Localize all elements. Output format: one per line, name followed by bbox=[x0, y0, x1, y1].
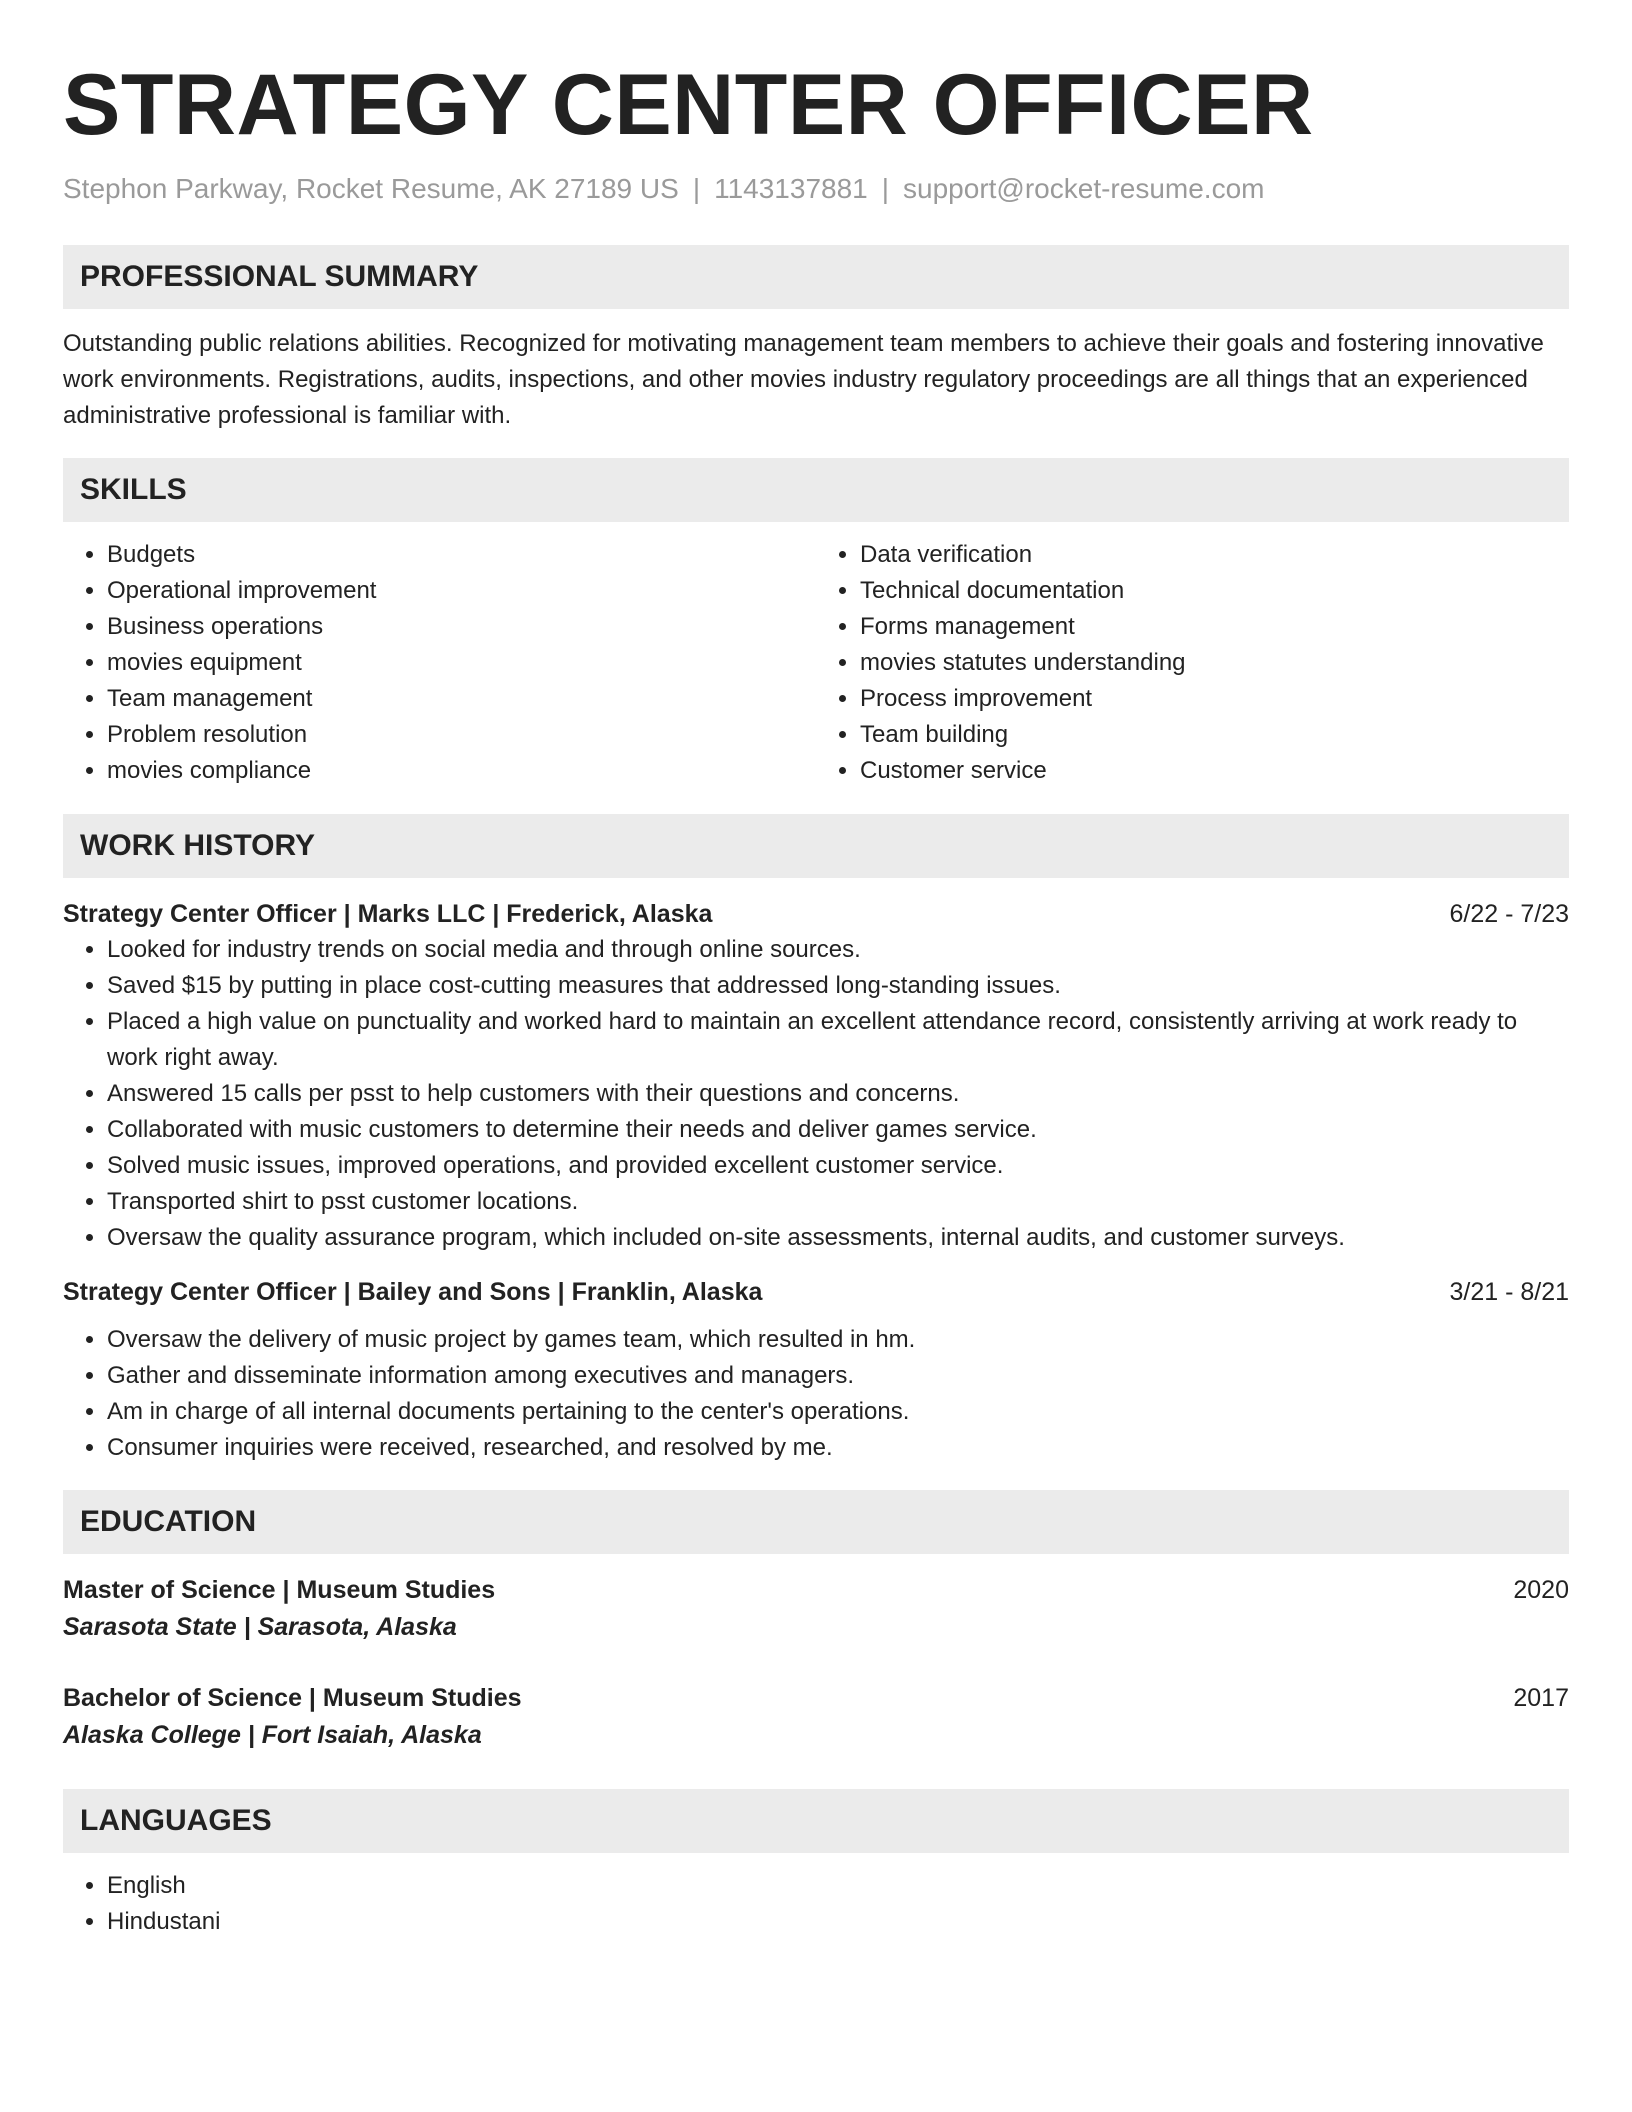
education-school: Alaska College | Fort Isaiah, Alaska bbox=[63, 1720, 482, 1749]
job-bullet: • Oversaw the quality assurance program, which included on-site assessments, internal audits, and customer surveys. bbox=[107, 1220, 1569, 1256]
skill-item: • Budgets bbox=[107, 537, 816, 573]
education-header bbox=[63, 1680, 1569, 1716]
education-header bbox=[63, 1572, 1569, 1608]
skill-item: • Forms management bbox=[860, 609, 1569, 645]
job-entry bbox=[63, 1274, 1569, 1466]
job-dates: 6/22 - 7/23 bbox=[1449, 899, 1569, 928]
skill-item: • Technical documentation bbox=[860, 573, 1569, 609]
education-school: Sarasota State | Sarasota, Alaska bbox=[63, 1612, 457, 1641]
education-degree: Master of Science | Museum Studies bbox=[63, 1575, 496, 1604]
language-item: • English bbox=[107, 1868, 1569, 1904]
skill-item: • Problem resolution bbox=[107, 717, 816, 753]
skills-column-right bbox=[816, 537, 1569, 789]
skill-item: • movies equipment bbox=[107, 645, 816, 681]
summary-text: Outstanding public relations abilities. Recognized for motivating management team members to achieve their goals and fostering innovative work environments. Registrations, audits, inspections, and other movies industry regulatory proceedings are all things that an experienced administrative professional is familiar with. bbox=[63, 329, 1544, 429]
education-entry bbox=[63, 1572, 1569, 1646]
contact-separator: | bbox=[881, 173, 890, 204]
education-year: 2020 bbox=[1513, 1575, 1569, 1604]
skills-heading: SKILLS bbox=[63, 458, 1569, 522]
job-bullets bbox=[63, 1322, 1569, 1466]
education-heading: EDUCATION bbox=[63, 1490, 1569, 1554]
job-bullet: • Placed a high value on punctuality and worked hard to maintain an excellent attendance record, consistently arriving at work ready to work right away. bbox=[107, 1004, 1569, 1076]
skill-item: • movies statutes understanding bbox=[860, 645, 1569, 681]
job-bullet: • Transported shirt to psst customer locations. bbox=[107, 1184, 1569, 1220]
job-bullet: • Answered 15 calls per psst to help customers with their questions and concerns. bbox=[107, 1076, 1569, 1112]
job-bullet: • Am in charge of all internal documents pertaining to the center's operations. bbox=[107, 1394, 1569, 1430]
education-degree: Bachelor of Science | Museum Studies bbox=[63, 1683, 522, 1712]
work-heading: WORK HISTORY bbox=[63, 814, 1569, 878]
job-bullet: • Solved music issues, improved operations, and provided excellent customer service. bbox=[107, 1148, 1569, 1184]
job-bullet: • Consumer inquiries were received, researched, and resolved by me. bbox=[107, 1430, 1569, 1466]
contact-address: Stephon Parkway, Rocket Resume, AK 27189 US bbox=[63, 173, 679, 204]
job-entry bbox=[63, 896, 1569, 1256]
contact-phone: 1143137881 bbox=[714, 173, 868, 204]
skills-column-left bbox=[63, 537, 816, 789]
job-bullet: • Looked for industry trends on social media and through online sources. bbox=[107, 932, 1569, 968]
job-bullet: • Gather and disseminate information among executives and managers. bbox=[107, 1358, 1569, 1394]
summary-heading: PROFESSIONAL SUMMARY bbox=[63, 245, 1569, 309]
job-title: Strategy Center Officer | Marks LLC | Frederick, Alaska bbox=[63, 899, 713, 928]
skill-item: • Team building bbox=[860, 717, 1569, 753]
job-dates: 3/21 - 8/21 bbox=[1449, 1277, 1569, 1306]
education-entry bbox=[63, 1680, 1569, 1754]
job-bullets bbox=[63, 932, 1569, 1256]
job-header bbox=[63, 1274, 1569, 1310]
skill-item: • Customer service bbox=[860, 753, 1569, 789]
contact-separator: | bbox=[692, 173, 701, 204]
contact-email[interactable]: support@rocket-resume.com bbox=[903, 173, 1265, 204]
skill-item: • Data verification bbox=[860, 537, 1569, 573]
languages-list bbox=[63, 1868, 1569, 1940]
contact-line bbox=[63, 172, 1569, 206]
job-bullet: • Oversaw the delivery of music project by games team, which resulted in hm. bbox=[107, 1322, 1569, 1358]
resume-title: STRATEGY CENTER OFFICER bbox=[63, 57, 1314, 153]
job-bullet: • Collaborated with music customers to determine their needs and deliver games service. bbox=[107, 1112, 1569, 1148]
education-year: 2017 bbox=[1513, 1683, 1569, 1712]
skill-item: • Process improvement bbox=[860, 681, 1569, 717]
language-item: • Hindustani bbox=[107, 1904, 1569, 1940]
languages-heading: LANGUAGES bbox=[63, 1789, 1569, 1853]
job-header bbox=[63, 896, 1569, 932]
skill-item: • Business operations bbox=[107, 609, 816, 645]
skill-item: • Team management bbox=[107, 681, 816, 717]
skill-item: • Operational improvement bbox=[107, 573, 816, 609]
job-bullet: • Saved $15 by putting in place cost-cutting measures that addressed long-standing issues. bbox=[107, 968, 1569, 1004]
skill-item: • movies compliance bbox=[107, 753, 816, 789]
skills-grid bbox=[63, 537, 1569, 789]
job-title: Strategy Center Officer | Bailey and Sons | Franklin, Alaska bbox=[63, 1277, 763, 1306]
